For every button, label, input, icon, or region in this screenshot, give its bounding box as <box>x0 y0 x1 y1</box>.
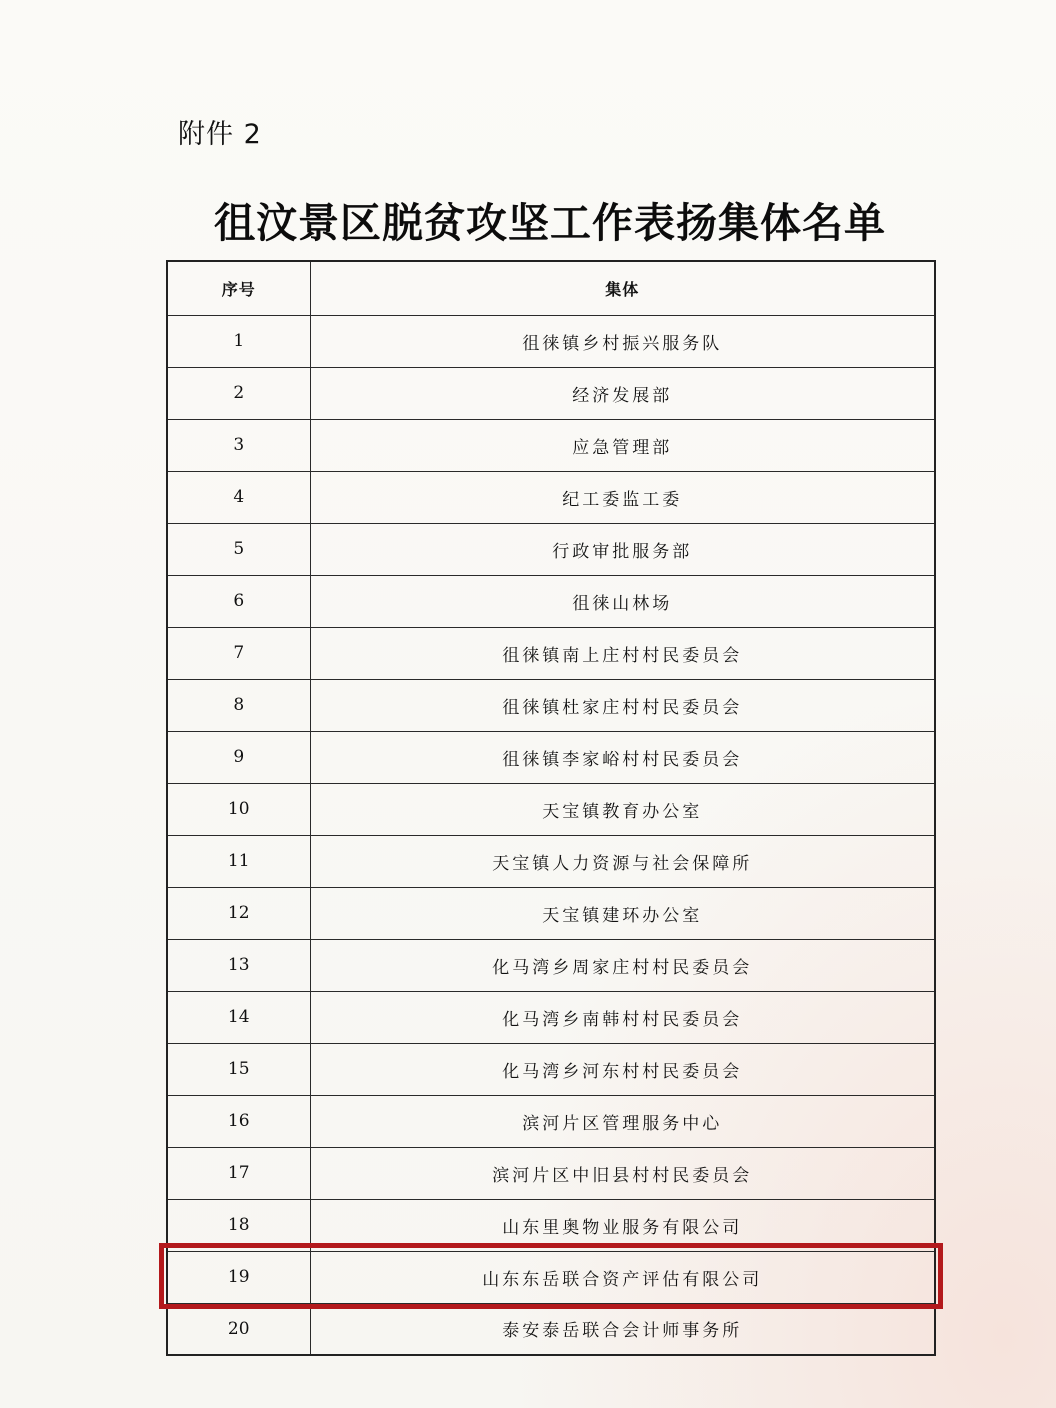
table-row <box>167 1147 935 1199</box>
row-number: 4 <box>167 471 310 523</box>
row-collective: 纪工委监工委 <box>310 471 935 523</box>
header-collective: 集体 <box>310 261 935 315</box>
row-collective: 天宝镇建环办公室 <box>310 887 935 939</box>
table-row <box>167 939 935 991</box>
table-row <box>167 471 935 523</box>
row-number: 16 <box>167 1095 310 1147</box>
row-number: 8 <box>167 679 310 731</box>
row-number: 20 <box>167 1303 310 1355</box>
table-row <box>167 523 935 575</box>
row-number: 3 <box>167 419 310 471</box>
table-row <box>167 1199 935 1251</box>
table-header-row <box>167 261 935 315</box>
row-number: 17 <box>167 1147 310 1199</box>
table-row <box>167 1043 935 1095</box>
honor-list-table <box>166 260 936 1356</box>
row-number: 11 <box>167 835 310 887</box>
row-collective: 行政审批服务部 <box>310 523 935 575</box>
row-collective: 滨河片区中旧县村村民委员会 <box>310 1147 935 1199</box>
table-row <box>167 783 935 835</box>
table-row <box>167 1095 935 1147</box>
row-number: 1 <box>167 315 310 367</box>
row-collective: 化马湾乡南韩村村民委员会 <box>310 991 935 1043</box>
table-row <box>167 731 935 783</box>
row-collective: 天宝镇人力资源与社会保障所 <box>310 835 935 887</box>
row-collective: 徂徕山林场 <box>310 575 935 627</box>
row-number: 10 <box>167 783 310 835</box>
row-collective: 徂徕镇李家峪村村民委员会 <box>310 731 935 783</box>
row-number: 12 <box>167 887 310 939</box>
row-collective: 山东里奥物业服务有限公司 <box>310 1199 935 1251</box>
table-row <box>167 835 935 887</box>
row-collective: 化马湾乡周家庄村村民委员会 <box>310 939 935 991</box>
table-row <box>167 419 935 471</box>
row-collective: 徂徕镇乡村振兴服务队 <box>310 315 935 367</box>
table-row <box>167 315 935 367</box>
row-collective: 应急管理部 <box>310 419 935 471</box>
row-number: 6 <box>167 575 310 627</box>
table-row <box>167 991 935 1043</box>
row-collective: 泰安泰岳联合会计师事务所 <box>310 1303 935 1355</box>
row-number: 5 <box>167 523 310 575</box>
row-number: 15 <box>167 1043 310 1095</box>
row-number: 14 <box>167 991 310 1043</box>
row-number: 13 <box>167 939 310 991</box>
row-collective: 徂徕镇南上庄村村民委员会 <box>310 627 935 679</box>
row-collective: 经济发展部 <box>310 367 935 419</box>
attachment-label: 附件 2 <box>178 119 262 150</box>
row-number: 2 <box>167 367 310 419</box>
row-number: 9 <box>167 731 310 783</box>
row-number: 19 <box>167 1251 310 1303</box>
row-number: 7 <box>167 627 310 679</box>
row-collective: 滨河片区管理服务中心 <box>310 1095 935 1147</box>
row-collective: 山东东岳联合资产评估有限公司 <box>310 1251 935 1303</box>
header-number: 序号 <box>167 261 310 315</box>
row-number: 18 <box>167 1199 310 1251</box>
row-collective: 天宝镇教育办公室 <box>310 783 935 835</box>
row-collective: 徂徕镇杜家庄村村民委员会 <box>310 679 935 731</box>
table-row <box>167 1251 935 1303</box>
table-row <box>167 1303 935 1355</box>
table-row <box>167 679 935 731</box>
document-title: 徂汶景区脱贫攻坚工作表扬集体名单 <box>214 199 886 247</box>
table-row <box>167 887 935 939</box>
table-row <box>167 627 935 679</box>
table-row <box>167 367 935 419</box>
table-row <box>167 575 935 627</box>
row-collective: 化马湾乡河东村村民委员会 <box>310 1043 935 1095</box>
